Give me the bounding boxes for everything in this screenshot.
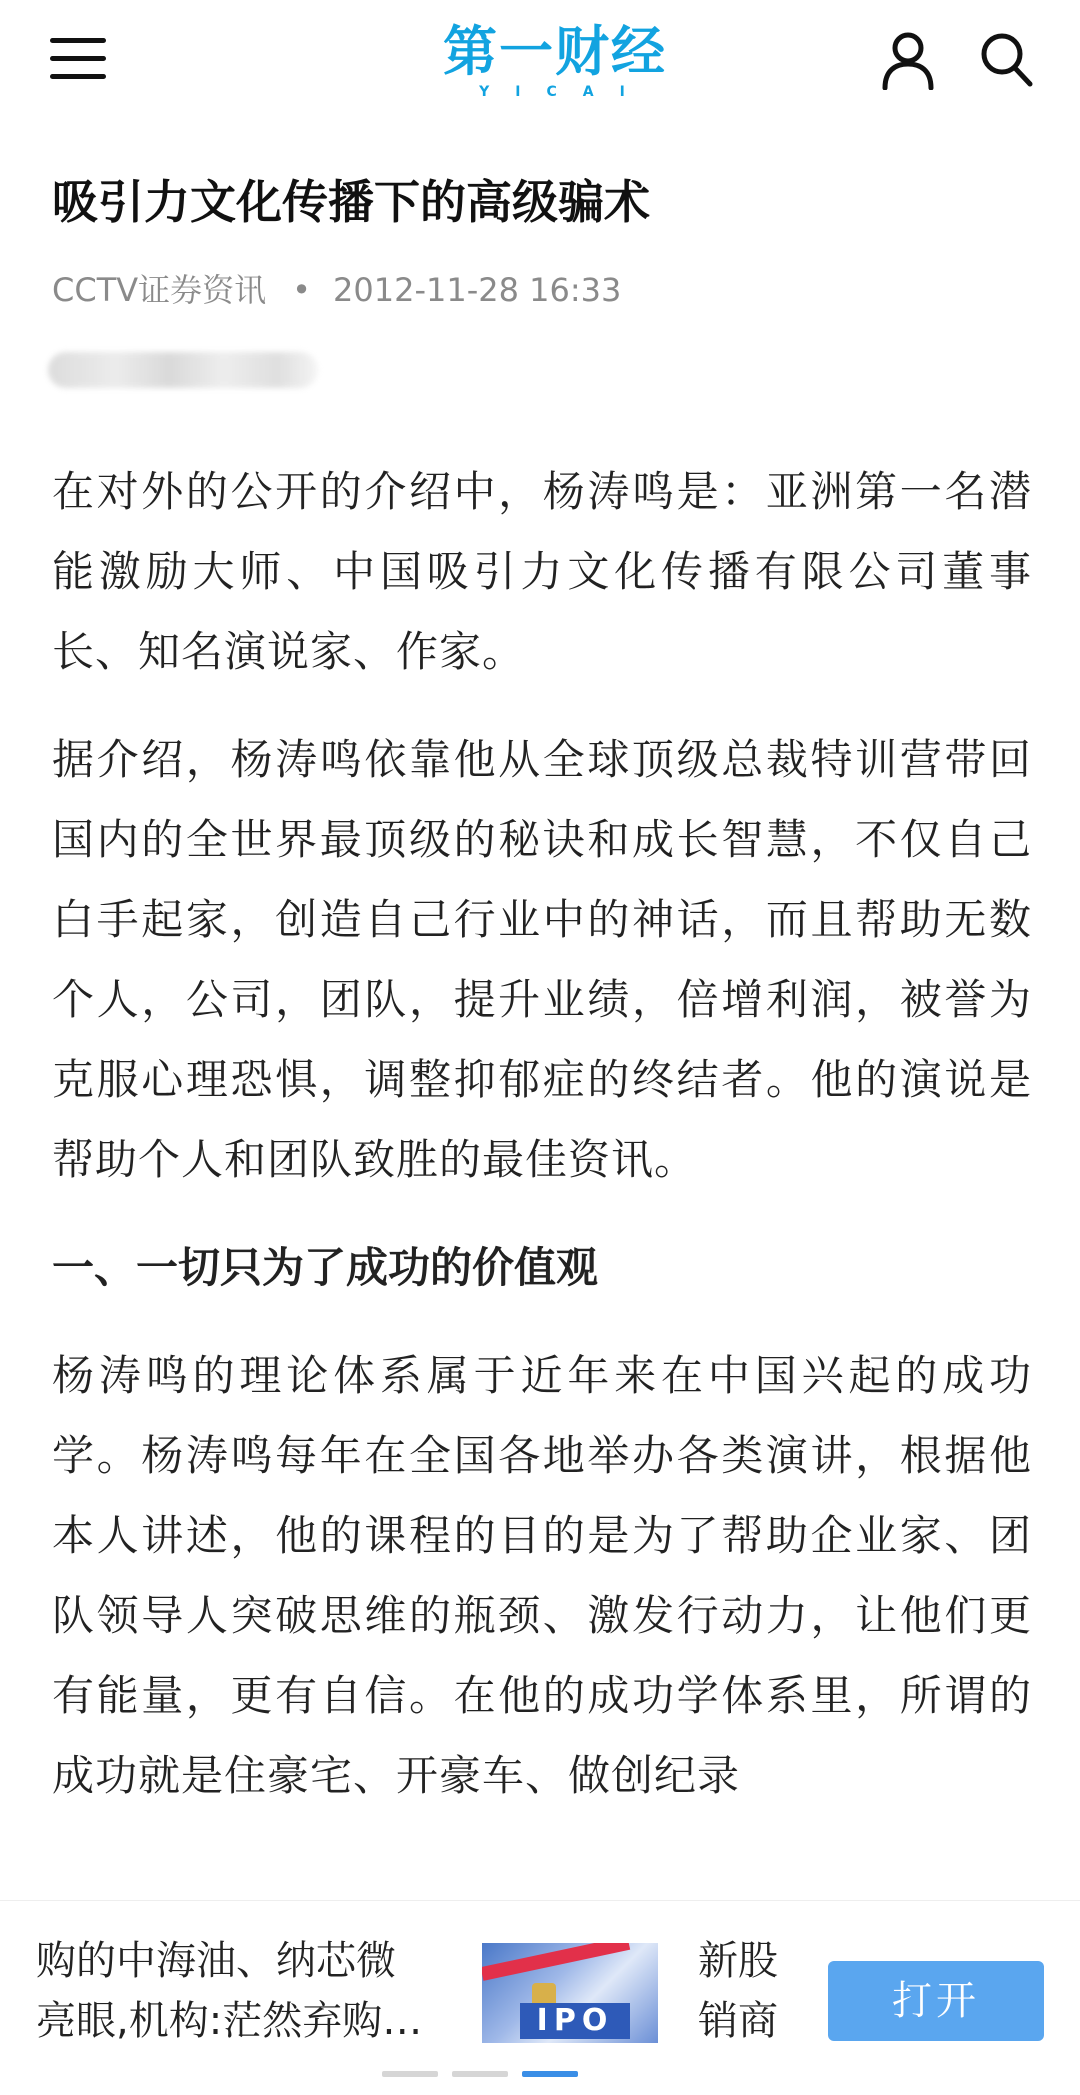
yicai-logo[interactable]: [440, 20, 670, 100]
article-body: [52, 452, 1032, 1844]
article-source[interactable]: CCTV证券资讯: [52, 271, 267, 309]
banner-news-right-text[interactable]: [698, 1931, 808, 2051]
bottom-app-banner[interactable]: [0, 1900, 1080, 2095]
carousel-dot-active[interactable]: [522, 2071, 578, 2077]
rising-arrow-graphic: [482, 1943, 630, 1981]
article-title: 吸引力文化传播下的高级骗术: [52, 175, 650, 229]
banner-news-line: 新股: [698, 1938, 778, 1984]
logo-sub-text: YICAI: [479, 84, 651, 100]
article-paragraph: 据介绍，杨涛鸣依靠他从全球顶级总裁特训营带回国内的全世界最顶级的秘诀和成长智慧，不仅自己白手起家，创造自己行业中的神话，而且帮助无数个人，公司，团队，提升业绩，倍增利润，被誉为克服心理恐惧，调整抑郁症的终结者。他的演说是帮助个人和团队致胜的最佳资讯。: [52, 735, 1032, 1184]
ipo-thumbnail[interactable]: [482, 1943, 658, 2043]
ipo-label: IPO: [520, 2003, 630, 2039]
article-paragraph: 杨涛鸣的理论体系属于近年来在中国兴起的成功学。杨涛鸣每年在全国各地举办各类演讲，根据他本人讲述，他的课程的目的是为了帮助企业家、团队领导人突破思维的瓶颈、激发行动力，让他们更有能量，更有自信。在他的成功学体系里，所谓的成功就是住豪宅、开豪车、做创纪录: [52, 1351, 1032, 1800]
article-paragraph: 在对外的公开的介绍中，杨涛鸣是：亚洲第一名潜能激励大师、中国吸引力文化传播有限公司董事长、知名演说家、作家。: [52, 467, 1032, 676]
banner-news-line: 购的中海油、纳芯微: [36, 1938, 396, 1984]
blurred-author-line: [48, 352, 318, 388]
carousel-indicators: [382, 2071, 592, 2079]
banner-news-text[interactable]: [36, 1931, 466, 2051]
top-header: [0, 0, 1080, 120]
banner-news-line: 亮眼,机构:茫然弃购…: [36, 1998, 423, 2044]
logo-main-text: 第一财经: [443, 20, 667, 83]
article-datetime: 2012-11-28 16:33: [333, 271, 622, 309]
article-meta: [52, 268, 621, 312]
carousel-dot[interactable]: [452, 2071, 508, 2077]
open-app-button[interactable]: 打开: [828, 1961, 1044, 2041]
user-icon[interactable]: [880, 30, 936, 90]
banner-news-line: 销商: [698, 1998, 778, 2044]
hamburger-menu-icon[interactable]: [50, 38, 106, 80]
search-icon[interactable]: [978, 30, 1034, 90]
meta-separator: •: [292, 271, 312, 309]
section-heading: 一、一切只为了成功的价值观: [52, 1243, 599, 1292]
carousel-dot[interactable]: [382, 2071, 438, 2077]
